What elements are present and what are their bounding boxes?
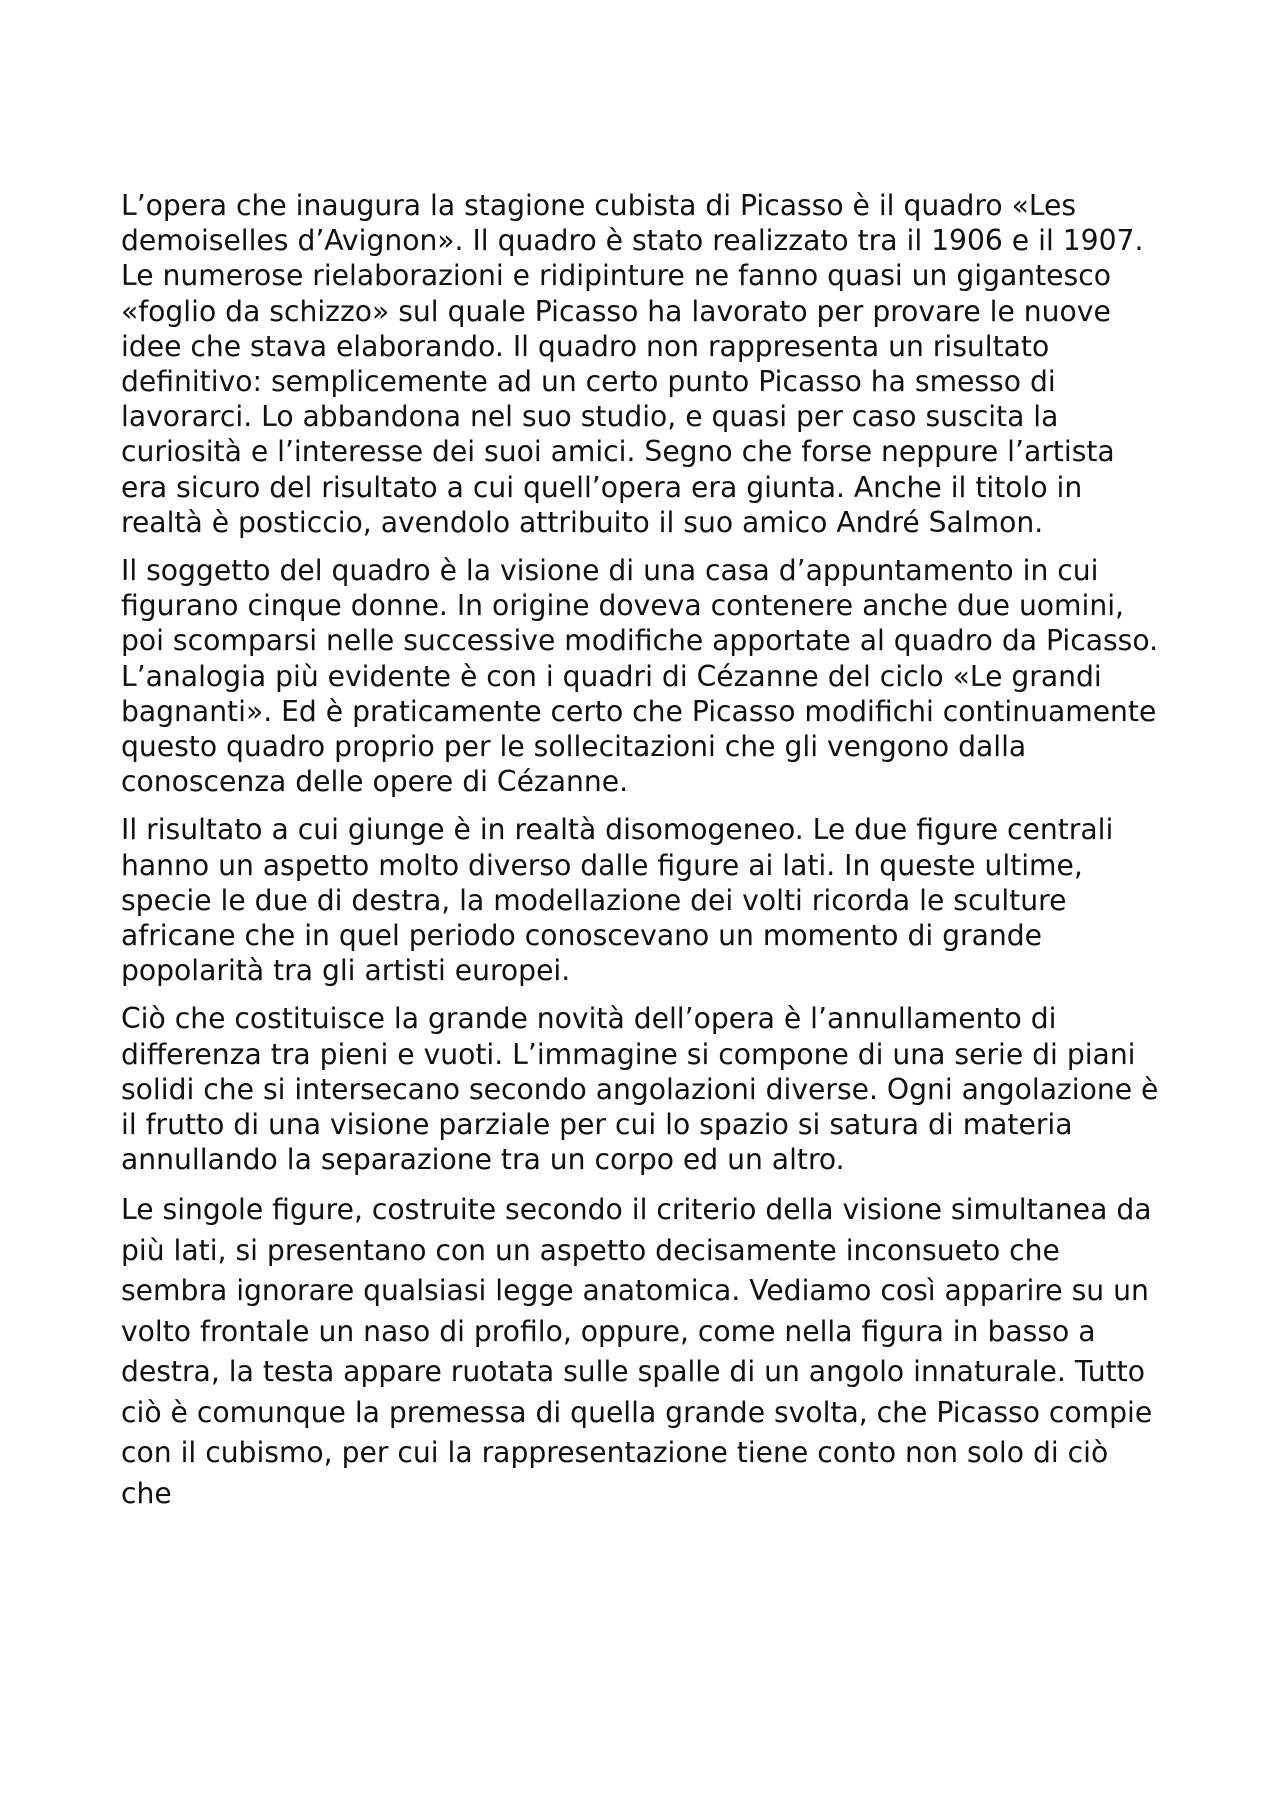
paragraph-1: L’opera che inaugura la stagione cubista di Picasso è il quadro «Les demoiselles d’Avignon». Il quadro è stato realizzato tra il 1906 e il 1907. Le numerose rielaborazioni e ridipinture ne fanno quasi un gigantesco «foglio da schizzo» sul quale Picasso ha lavorato per provare le nuove idee che stava elaborando. Il quadro non rappresenta un risultato definitivo: semplicemente ad un certo punto Picasso ha smesso di lavorarci. Lo abbandona nel suo studio, e quasi per caso suscita la curiosità e l’interesse dei suoi amici. Segno che forse neppure l’artista era sicuro del risultato a cui quell’opera era giunta. Anche il titolo in realtà è posticcio, avendolo attribuito il suo amico André Salmon. (121, 189, 1144, 539)
paragraph-2: Il soggetto del quadro è la visione di una casa d’appuntamento in cui figurano cinque donne. In origine doveva contenere anche due uomini, poi scomparsi nelle successive modifiche apportate al quadro da Picasso. L’analogia più evidente è con i quadri di Cézanne del ciclo «Le grandi bagnanti». Ed è praticamente certo che Picasso modifichi continuamente questo quadro proprio per le sollecitazioni che gli vengono dalla conoscenza delle opere di Cézanne. (121, 554, 1159, 799)
paragraph-3: Il risultato a cui giunge è in realtà disomogeneo. Le due figure centrali hanno un aspetto molto diverso dalle figure ai lati. In queste ultime, specie le due di destra, la modellazione dei volti ricorda le sculture africane che in quel periodo conoscevano un momento di grande popolarità tra gli artisti europei. (121, 813, 1114, 988)
text-column (121, 188, 1166, 1514)
paragraph-5: Le singole figure, costruite secondo il criterio della visione simultanea da più lati, si presentano con un aspetto decisamente inconsueto che sembra ignorare qualsiasi legge anatomica. Vediamo così apparire su un volto frontale un naso di profilo, oppure, come nella figura in basso a destra, la testa appare ruotata sulle spalle di un angolo innaturale. Tutto ciò è comunque la premessa di quella grande svolta, che Picasso compie con il cubismo, per cui la rappresentazione tiene conto non solo di ciò che (121, 1193, 1153, 1510)
paragraph-4: Ciò che costituisce la grande novità dell’opera è l’annullamento di differenza tra pieni e vuoti. L’immagine si compone di una serie di piani solidi che si intersecano secondo angolazioni diverse. Ogni angolazione è il frutto di una visione parziale per cui lo spazio si satura di materia annullando la separazione tra un corpo ed un altro. (121, 1002, 1159, 1177)
